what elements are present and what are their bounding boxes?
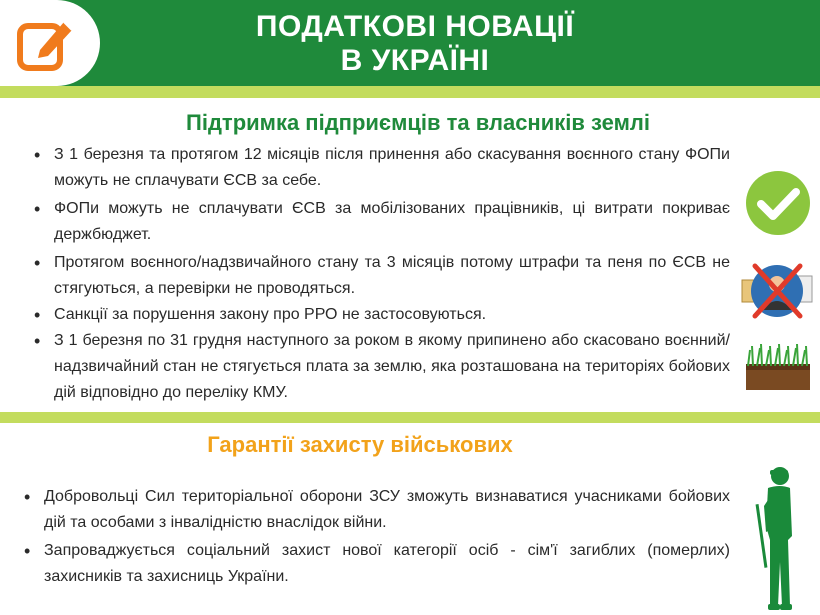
list-item: • Протягом воєнного/надзвичайного стану та 3 місяців потому штрафи та пеня по ЄСВ не стягуються, а перевірки не проводяться. [32,250,730,302]
list-item: • З 1 березня по 31 грудня наступного за роком в якому припинено або скасовано воєнний/надзвичайний стан не стягується плата за землю, яка розташована на територіях бойових дій відповідно до переліку КМУ. [32,328,730,406]
title-line-2: В УКРАЇНІ [340,44,490,77]
no-taxes-icon [740,258,814,324]
soldier-silhouette-icon [750,466,802,612]
edit-document-icon [14,12,78,76]
logo-area [0,0,100,86]
section-title-guarantees: Гарантії захисту військових [207,432,513,457]
list-item: • Добровольці Сил територіальної оборони ЗСУ зможуть визнаватися учасниками бойових дій та особами з інвалідністю внаслідок війни. [22,484,730,536]
grass-soil-icon [744,342,812,392]
divider-bar [0,412,820,423]
list-item: • Санкції за порушення закону про РРО не застосовуються. [32,302,730,328]
list-item: • Запроваджується соціальний захист нової категорії осіб - сім'ї загиблих (померлих) захисників та захисниць України. [22,538,730,590]
section-title-support: Підтримка підприємців та власників землі [186,110,650,135]
support-list [32,142,730,406]
guarantees-list [22,484,730,590]
divider-bar [0,86,820,98]
page-title [230,10,600,78]
header-banner [0,0,820,86]
checkmark-icon [745,170,811,236]
list-item: • З 1 березня та протягом 12 місяців після принення або скасування воєнного стану ФОПи можуть не сплачувати ЄСВ за себе. [32,142,730,194]
title-line-1: ПОДАТКОВІ НОВАЦІЇ [255,10,575,43]
list-item: • ФОПи можуть не сплачувати ЄСВ за мобілізованих працівників, ці витрати покриває держбюджет. [32,196,730,248]
